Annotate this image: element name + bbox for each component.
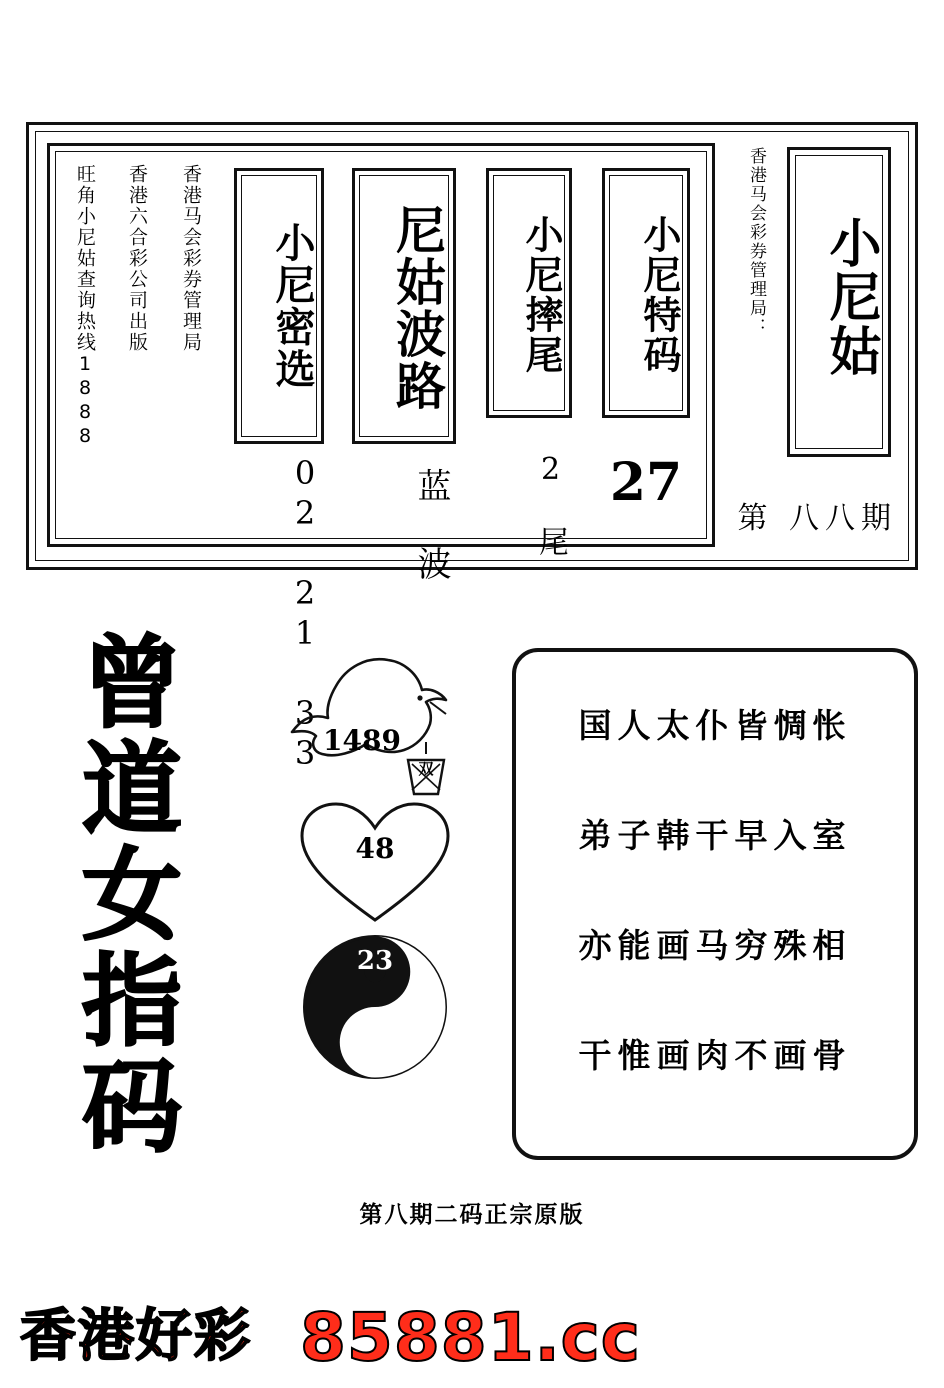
main-heading-char-2: 道: [82, 730, 182, 848]
footer-watermark: [0, 1299, 944, 1376]
cell-mi-xuan-title: 小尼密选: [269, 222, 316, 390]
poster-title-cartouche: [787, 147, 891, 457]
hotline-label: 旺角小尼姑查询热线1888: [74, 164, 96, 449]
cell-bo-lu-answer: 蓝 波: [411, 468, 451, 582]
cell-te-ma-box: [602, 168, 690, 418]
taiji-number: 23: [356, 946, 394, 976]
dove-number: 1489: [323, 724, 401, 757]
heart-number: 48: [355, 832, 395, 865]
tag-label: 双: [418, 760, 434, 778]
main-heading-char-5: 码: [82, 1048, 182, 1166]
page-title: 小尼姑: [820, 216, 881, 378]
cell-bang-wei-box: [486, 168, 572, 418]
cell-bang-wei: [486, 168, 572, 558]
footer-url[interactable]: 85881.cc: [300, 1299, 641, 1376]
verse-line-4: 干惟画肉不画骨: [578, 1036, 852, 1075]
footer-brand: 香港好彩: [20, 1304, 252, 1369]
publisher-label: 香港六合彩公司出版: [126, 164, 148, 353]
authority-right-label: 香港马会彩券管理局：: [746, 147, 766, 337]
verse-line-1: 国人太仆皆惆怅: [578, 706, 852, 745]
cell-bo-lu-title: 尼姑波路: [388, 204, 447, 412]
bottom-caption: 第八期二码正宗原版: [359, 1201, 585, 1228]
cell-te-ma-answer: 27: [609, 452, 683, 513]
cell-bo-lu: [352, 168, 456, 582]
verse-line-2: 弟子韩干早入室: [578, 816, 852, 855]
hotline-column: [72, 164, 99, 524]
verse-line-3: 亦能画马穷殊相: [578, 926, 852, 965]
authority-column: [178, 164, 205, 464]
main-heading-char-3: 女: [82, 836, 182, 954]
issue-label: 第 八八期: [737, 501, 897, 536]
cell-mi-xuan-answer: 02 21 33: [286, 454, 324, 774]
cell-te-ma: [602, 168, 690, 513]
authority-label: 香港马会彩券管理局: [180, 164, 202, 353]
main-heading-char-1: 曾: [82, 624, 182, 742]
verse-box: [512, 648, 918, 1160]
cell-bang-wei-title: 小尼摔尾: [519, 215, 564, 375]
cell-mi-xuan-box: [234, 168, 324, 444]
cell-bang-wei-answer: 2 尾: [533, 452, 568, 558]
cell-mi-xuan: [234, 168, 324, 774]
symbol-column: [280, 640, 470, 1060]
cell-te-ma-title: 小尼特码: [637, 215, 682, 375]
cell-bo-lu-box: [352, 168, 456, 444]
main-heading-char-4: 指: [82, 942, 182, 1060]
main-heading: [62, 624, 202, 1166]
publisher-column: [124, 164, 151, 464]
